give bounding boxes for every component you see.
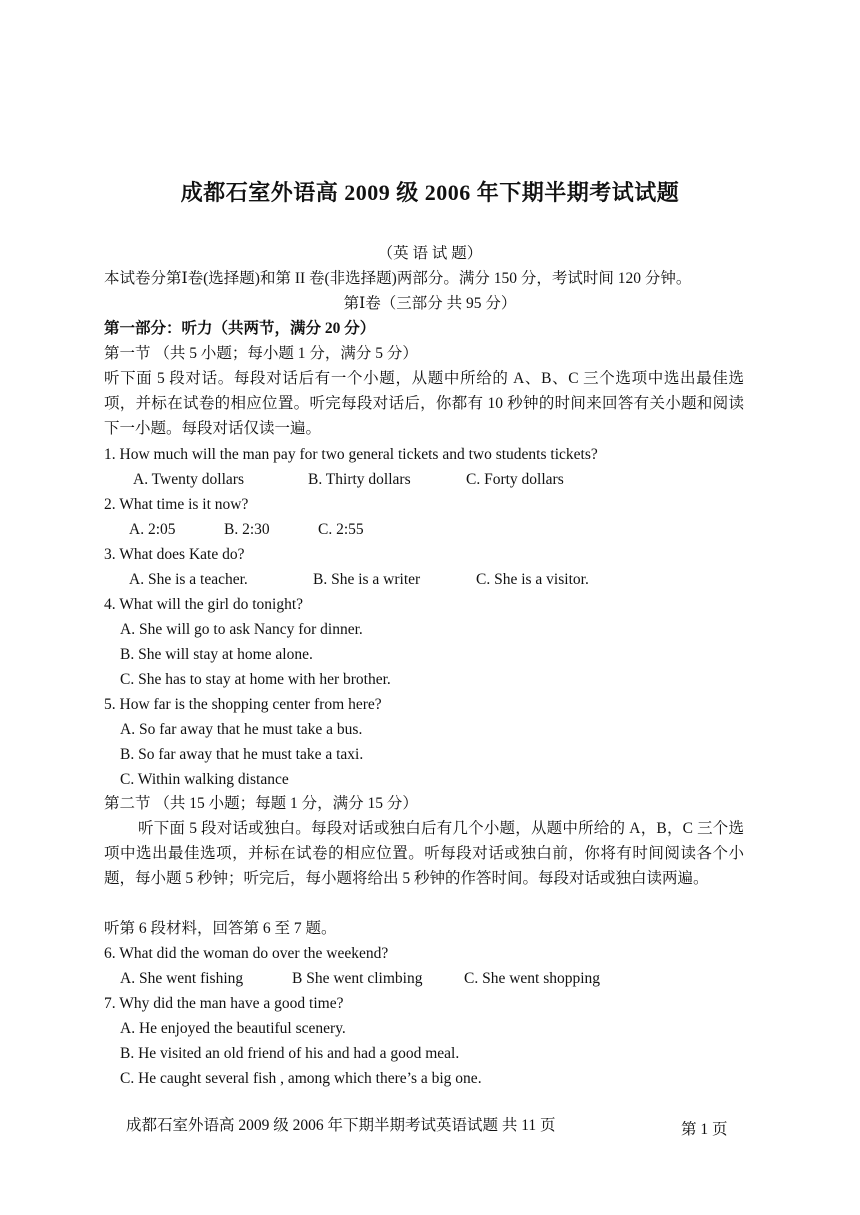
option-a: A. So far away that he must take a bus. bbox=[120, 721, 363, 738]
option-b: B. So far away that he must take a taxi. bbox=[120, 746, 364, 763]
section1-instructions: 听下面 5 段对话。每段对话后有一个小题，从题中所给的 A、B、C 三个选项中选出最佳选项，并标在试卷的相应位置。听完每段对话后，你都有 10 秒钟的时间来回答有关小题和阅读下一小题。每段对话仅读一遍。 bbox=[104, 370, 744, 437]
exam-title: 成都石室外语高 2009 级 2006 年下期半期考试试题 bbox=[180, 180, 680, 205]
question-stem: 3. What does Kate do? bbox=[104, 546, 245, 563]
question-stem: 1. How much will the man pay for two general tickets and two students tickets? bbox=[104, 446, 598, 463]
option-c: C. He caught several fish , among which there’s a big one. bbox=[120, 1070, 482, 1087]
footer-text: 成都石室外语高 2009 级 2006 年下期半期考试英语试题 共 11 页 bbox=[126, 1117, 556, 1134]
option-b: B. Thirty dollars bbox=[308, 471, 411, 488]
option-a: A. She is a teacher. bbox=[129, 571, 248, 588]
page-number: 第 1 页 bbox=[681, 1121, 728, 1138]
question-stem: 6. What did the woman do over the weekend? bbox=[104, 945, 389, 962]
option-c: C. 2:55 bbox=[318, 521, 364, 538]
option-a: A. Twenty dollars bbox=[133, 471, 244, 488]
volume-heading: 第Ⅰ卷（三部分 共 95 分） bbox=[343, 295, 517, 312]
option-c: C. She has to stay at home with her brother. bbox=[120, 671, 391, 688]
option-c: C. Forty dollars bbox=[466, 471, 564, 488]
option-c: C. Within walking distance bbox=[120, 771, 289, 788]
option-c: C. She went shopping bbox=[464, 970, 601, 987]
question-stem: 5. How far is the shopping center from here? bbox=[104, 696, 382, 713]
option-a: A. She went fishing bbox=[120, 970, 244, 987]
option-b: B. He visited an old friend of his and had a good meal. bbox=[120, 1045, 460, 1062]
option-a: A. She will go to ask Nancy for dinner. bbox=[120, 621, 363, 638]
option-a: A. He enjoyed the beautiful scenery. bbox=[120, 1020, 346, 1037]
subject-label: （英 语 试 题） bbox=[377, 245, 483, 262]
option-b: B She went climbing bbox=[292, 970, 423, 987]
section2-heading: 第二节 （共 15 小题；每题 1 分，满分 15 分） bbox=[104, 795, 418, 812]
exam-intro: 本试卷分第Ⅰ卷(选择题)和第 II 卷(非选择题)两部分。满分 150 分，考试时间 120 分钟。 bbox=[104, 270, 692, 287]
part-heading: 第一部分：听力（共两节，满分 20 分） bbox=[104, 320, 376, 337]
question-stem: 7. Why did the man have a good time? bbox=[104, 995, 344, 1012]
option-b: B. 2:30 bbox=[224, 521, 270, 538]
question-stem: 4. What will the girl do tonight? bbox=[104, 596, 304, 613]
material-note: 听第 6 段材料，回答第 6 至 7 题。 bbox=[104, 920, 337, 937]
section1-heading: 第一节 （共 5 小题；每小题 1 分，满分 5 分） bbox=[104, 345, 418, 362]
section2-instructions: 听下面 5 段对话或独白。每段对话或独白后有几个小题，从题中所给的 A，B，C 三个选项中选出最佳选项，并标在试卷的相应位置。听每段对话或独白前，你将有时间阅读各个小题，每小题 5 秒钟；听完后，每小题将给出 5 秒钟的作答时间。每段对话或独白读两遍。 bbox=[104, 820, 744, 887]
option-c: C. She is a visitor. bbox=[476, 571, 589, 588]
option-b: B. She is a writer bbox=[313, 571, 421, 588]
option-a: A. 2:05 bbox=[129, 521, 176, 538]
option-b: B. She will stay at home alone. bbox=[120, 646, 313, 663]
question-stem: 2. What time is it now? bbox=[104, 496, 249, 513]
